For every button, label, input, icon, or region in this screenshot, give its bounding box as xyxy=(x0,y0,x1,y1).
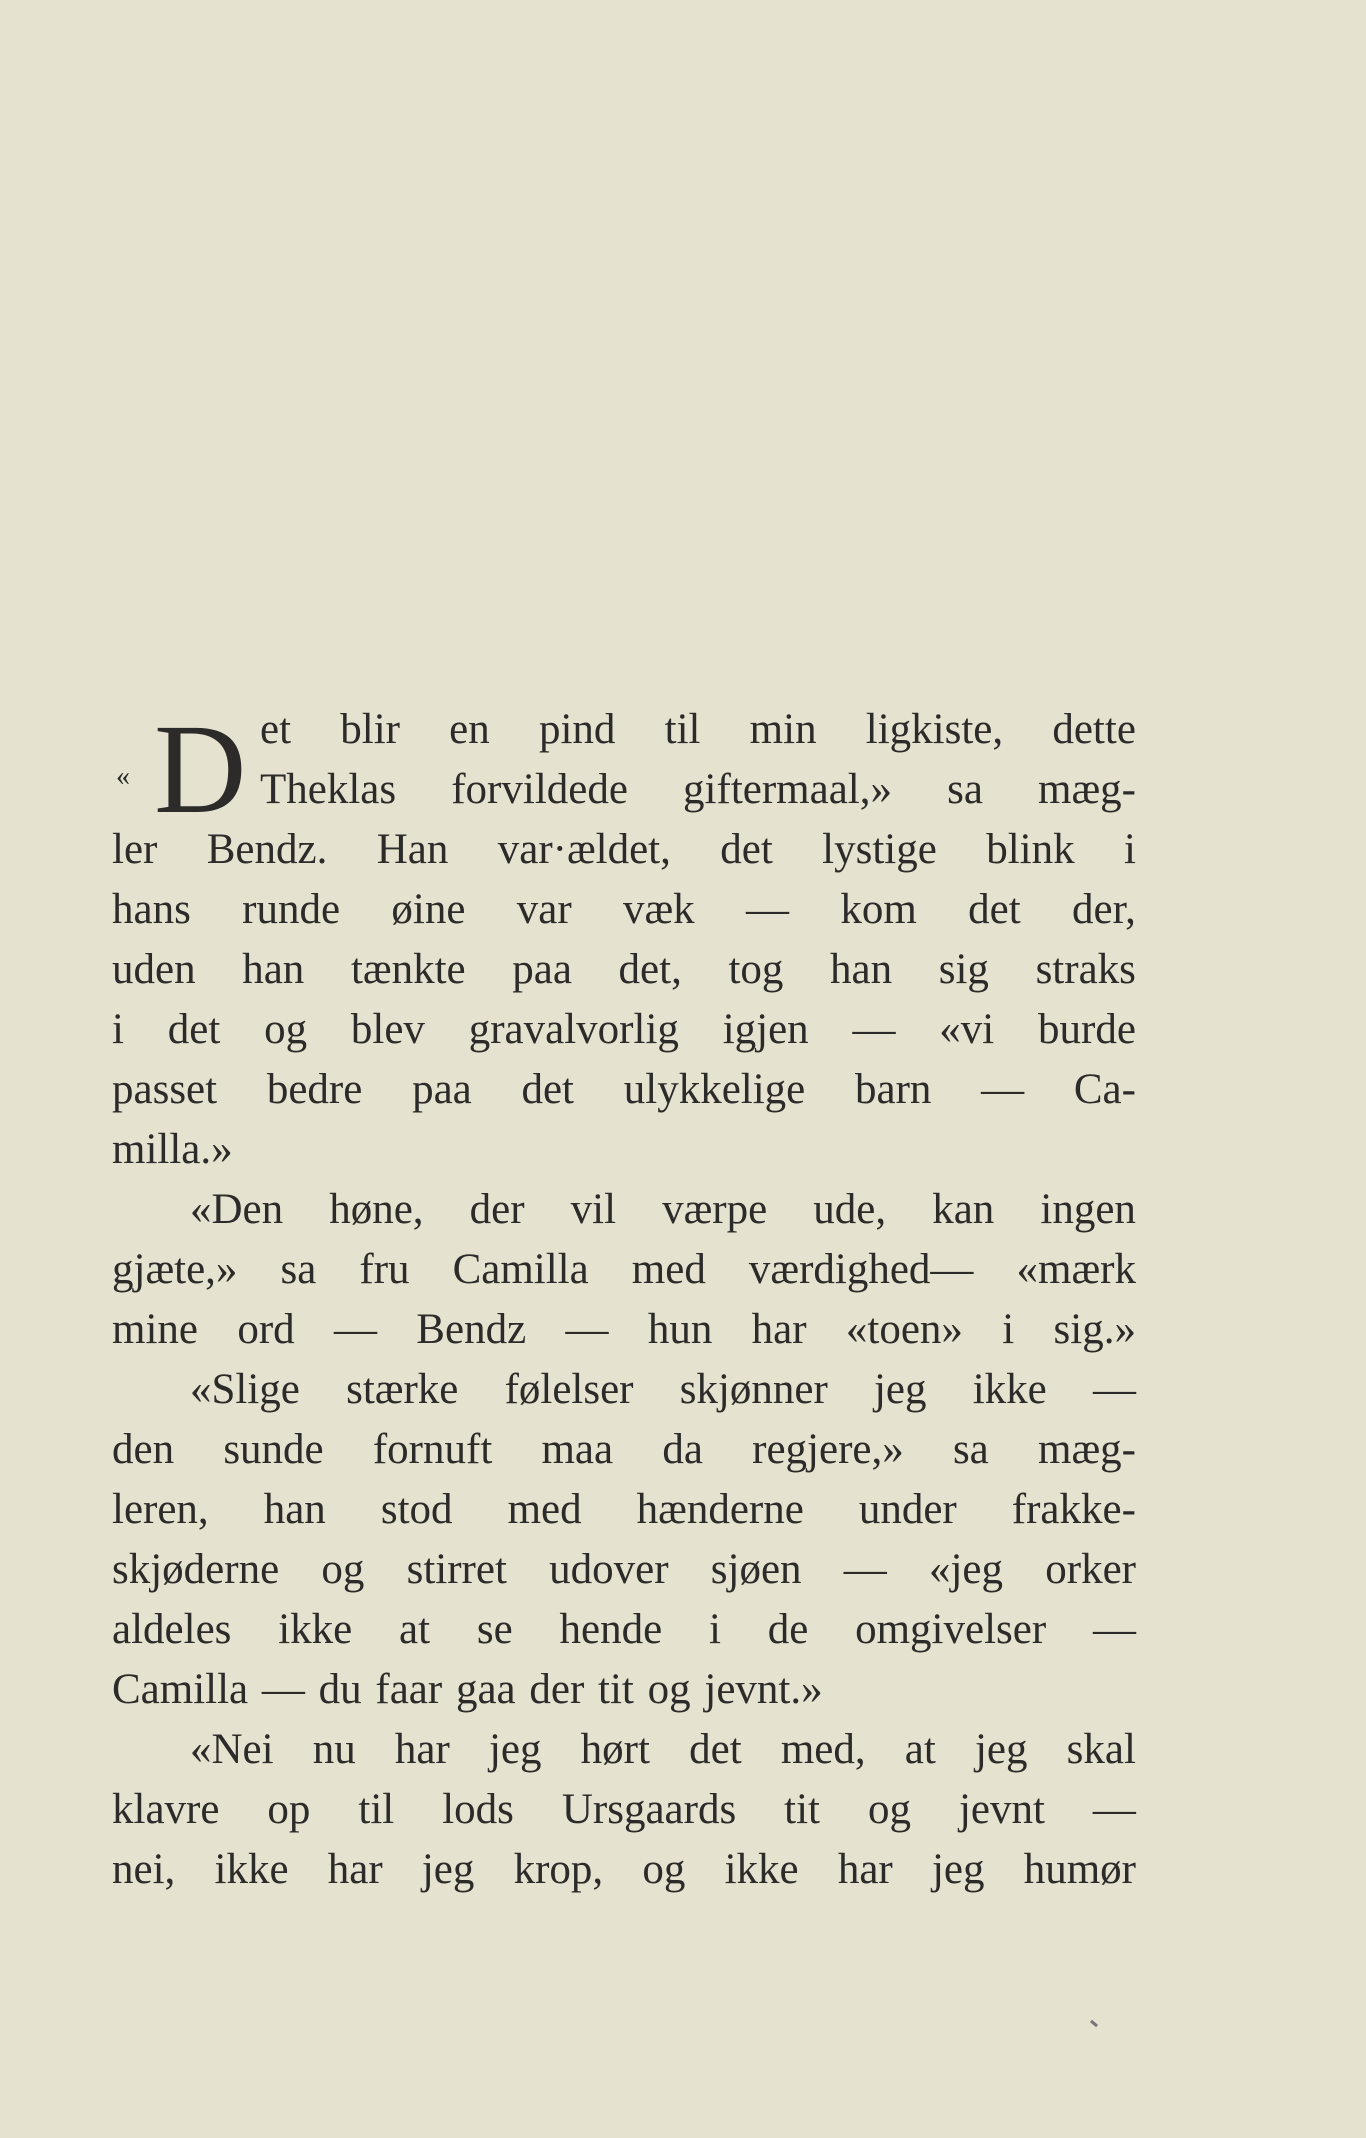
text-line: leren, han stod med hænderne under frakke- xyxy=(112,1486,1136,1533)
text-line: mine ord — Bendz — hun har «toen» i sig.» xyxy=(112,1306,1136,1353)
text-line: i det og blev gravalvorlig igjen — «vi burde xyxy=(112,1006,1136,1053)
text-line: klavre op til lods Ursgaards tit og jevnt — xyxy=(112,1786,1136,1833)
paragraph-3 xyxy=(112,1360,1136,1720)
paragraph-1 xyxy=(112,700,1136,1180)
body-text xyxy=(112,700,1136,1900)
text-line: milla.» xyxy=(112,1126,233,1173)
text-line: «Slige stærke følelser skjønner jeg ikke — xyxy=(190,1366,1136,1413)
text-line: et blir en pind til min ligkiste, dette xyxy=(260,706,1136,753)
text-line: uden han tænkte paa det, tog han sig straks xyxy=(112,946,1136,993)
text-line: Camilla — du faar gaa der tit og jevnt.» xyxy=(112,1666,823,1713)
drop-cap-letter: D xyxy=(154,698,247,840)
paragraph-2 xyxy=(112,1180,1136,1360)
text-line: «Nei nu har jeg hørt det med, at jeg skal xyxy=(190,1726,1136,1773)
text-line: passet bedre paa det ulykkelige barn — Ca- xyxy=(112,1066,1136,1113)
text-line: den sunde fornuft maa da regjere,» sa mæg- xyxy=(112,1426,1136,1473)
text-line: gjæte,» sa fru Camilla med værdighed— «mærk xyxy=(112,1246,1136,1293)
text-line: Theklas forvildede giftermaal,» sa mæg- xyxy=(260,766,1136,813)
text-line: aldeles ikke at se hende i de omgivelser — xyxy=(112,1606,1136,1653)
text-line: ler Bendz. Han var·ældet, det lystige blink i xyxy=(112,826,1136,873)
paper-speck xyxy=(1090,2020,1098,2027)
opening-quote-mark: « xyxy=(116,761,130,792)
text-line: nei, ikke har jeg krop, og ikke har jeg humør xyxy=(112,1846,1136,1893)
text-line: «Den høne, der vil værpe ude, kan ingen xyxy=(190,1186,1136,1233)
paragraph-4 xyxy=(112,1720,1136,1900)
text-line: skjøderne og stirret udover sjøen — «jeg orker xyxy=(112,1546,1136,1593)
text-line: hans runde øine var væk — kom det der, xyxy=(112,886,1136,933)
